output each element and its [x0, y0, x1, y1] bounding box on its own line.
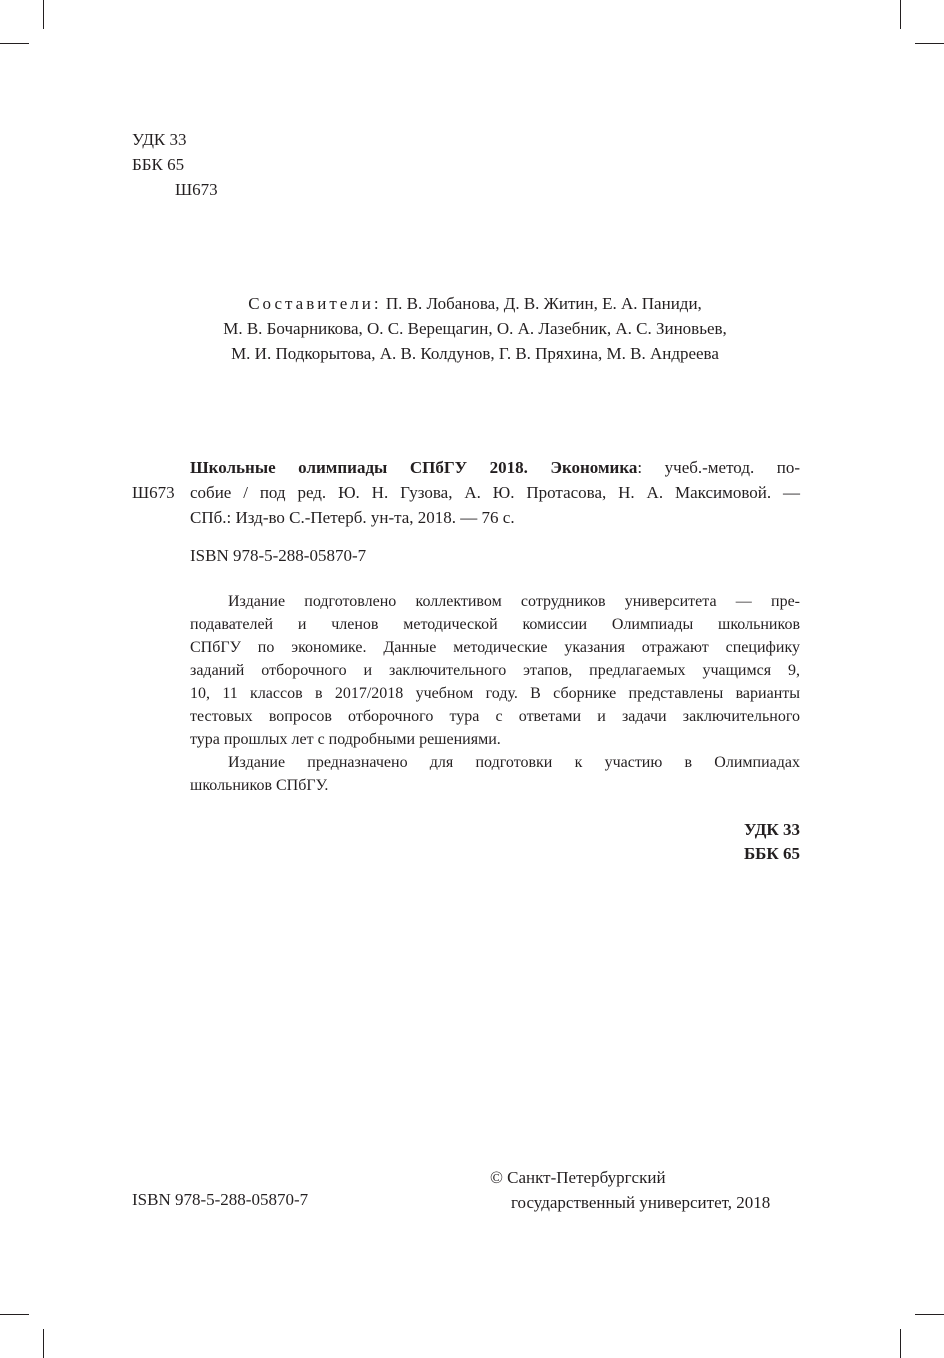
- bibliographic-record: [132, 456, 800, 568]
- biblio-line: СПб.: Изд-во С.-Петерб. ун-та, 2018. — 76 с.: [190, 508, 515, 527]
- annotation-line: подавателей и членов методической комиссии Олимпиады школьников: [190, 616, 800, 633]
- biblio-cipher: Ш673: [132, 483, 175, 502]
- copyright-line: © Санкт-Петербургский: [490, 1168, 666, 1187]
- classification-codes: [132, 128, 218, 203]
- footer-isbn: ISBN 978-5-288-05870-7: [132, 1190, 309, 1209]
- bbk-code-bold: ББК 65: [743, 844, 800, 863]
- biblio-line: Школьные олимпиады СПбГУ 2018. Экономика: учеб.-метод. по-: [190, 458, 800, 477]
- bottom-classification-codes: [600, 818, 800, 866]
- compilers-label: Составители:: [248, 294, 382, 313]
- author-sign-code: Ш673: [175, 180, 218, 199]
- biblio-isbn: ISBN 978-5-288-05870-7: [190, 546, 367, 565]
- annotation-line: тура прошлых лет с подробными решениями.: [190, 731, 501, 748]
- crop-mark: [43, 1329, 44, 1358]
- compilers-line: М. В. Бочарникова, О. С. Верещагин, О. А. Лазебник, А. С. Зиновьев,: [223, 319, 727, 338]
- crop-mark: [43, 0, 44, 29]
- crop-mark: [0, 1314, 29, 1315]
- crop-mark: [915, 1314, 944, 1315]
- bbk-code: ББК 65: [132, 155, 185, 174]
- annotation-line: тестовых вопросов отборочного тура с ответами и задачи заключительного: [190, 708, 800, 725]
- annotation: [190, 590, 800, 797]
- annotation-line: 10, 11 классов в 2017/2018 учебном году. В сборнике представлены варианты: [190, 685, 800, 702]
- annotation-line: СПбГУ по экономике. Данные методические указания отражают специфику: [190, 639, 800, 656]
- udk-code-bold: УДК 33: [743, 820, 800, 839]
- copyright-notice: [490, 1166, 800, 1216]
- crop-mark: [0, 43, 29, 44]
- annotation-line: школьников СПбГУ.: [190, 777, 329, 794]
- compilers-line: [160, 292, 790, 317]
- biblio-line: собие / под ред. Ю. Н. Гузова, А. Ю. Протасова, Н. А. Максимовой. —: [190, 483, 800, 502]
- crop-mark: [900, 0, 901, 29]
- compilers-block: [160, 292, 790, 367]
- book-title: Школьные олимпиады СПбГУ 2018. Экономика: [190, 458, 638, 477]
- annotation-line: Издание подготовлено коллективом сотрудников университета — пре-: [228, 593, 800, 610]
- compilers-line: М. И. Подкорытова, А. В. Колдунов, Г. В. Пряхина, М. В. Андреева: [231, 344, 719, 363]
- copyright-line: государственный университет, 2018: [511, 1193, 771, 1212]
- compilers-names: П. В. Лобанова, Д. В. Житин, Е. А. Паниди,: [385, 294, 702, 313]
- crop-mark: [915, 43, 944, 44]
- annotation-line: заданий отборочного и заключительного этапов, предлагаемых учащимся 9,: [190, 662, 800, 679]
- crop-mark: [900, 1329, 901, 1358]
- annotation-line: Издание предназначено для подготовки к участию в Олимпиадах: [228, 754, 800, 771]
- udk-code: УДК 33: [132, 130, 187, 149]
